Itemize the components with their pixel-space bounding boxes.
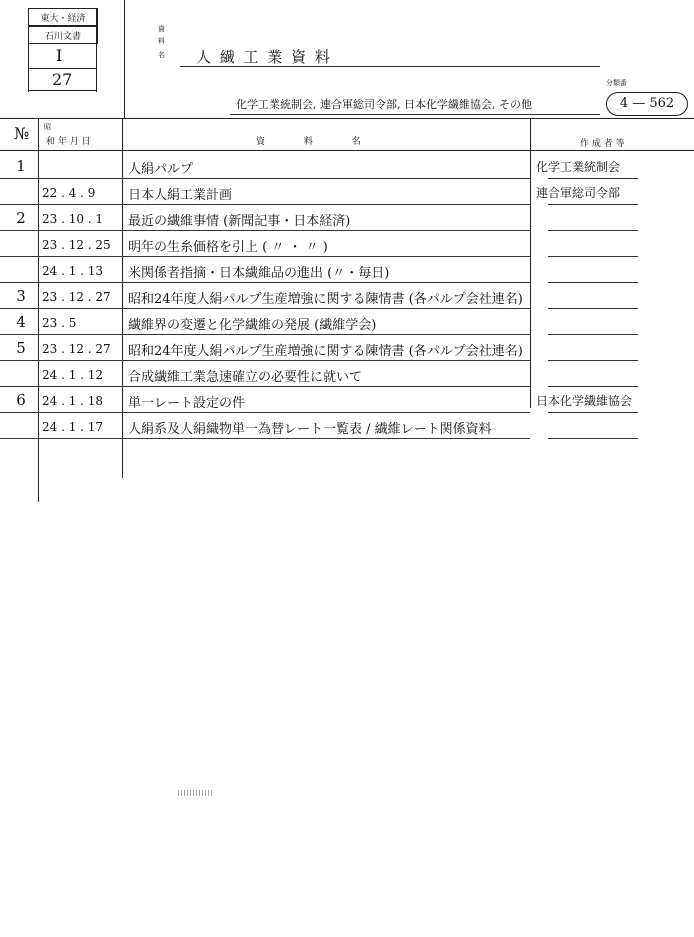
row-number: 3 [16, 287, 26, 305]
table-row [0, 258, 694, 284]
archive-label-1: 東大・経済 [28, 8, 98, 26]
header-label-bottom: 名 [158, 51, 165, 59]
row-author: 日本化学繊維協会 [536, 394, 633, 408]
row-date: 24 . 1 . 12 [42, 368, 104, 382]
row-title: 明年の生糸価格を引上 ( 〃 ・ 〃 ) [128, 240, 328, 255]
row-rule [0, 438, 530, 439]
row-rule [0, 204, 530, 205]
row-date: 23 . 10 . 1 [42, 212, 104, 226]
class-number: 4 — 562 [606, 92, 688, 116]
row-number: 5 [16, 339, 26, 357]
row-rule-author [548, 412, 638, 413]
col-title-header: 資 料 名 [256, 137, 379, 147]
table-row [0, 310, 694, 336]
row-rule-author [548, 230, 638, 231]
row-rule-author [548, 360, 638, 361]
row-rule-author [548, 386, 638, 387]
row-title: 米関係者指摘・日本繊維品の進出 (〃・毎日) [128, 266, 390, 281]
row-rule-author [548, 334, 638, 335]
row-title: 合成繊維工業急速確立の必要性に就いて [128, 370, 363, 385]
document-title: 人 繊 工 業 資 料 [196, 48, 332, 66]
row-title: 繊維界の変遷と化学繊維の発展 (繊維学会) [128, 318, 377, 333]
table-row [0, 206, 694, 232]
row-rule [0, 230, 530, 231]
col-era-header: 昭 [44, 123, 51, 131]
header-label-top: 資 [158, 25, 165, 33]
row-date: 23 . 12 . 25 [42, 238, 111, 252]
row-date: 24 . 1 . 13 [42, 264, 104, 278]
row-rule [0, 308, 530, 309]
row-date: 22 . 4 . 9 [42, 186, 96, 200]
archive-label-2: 石川文書 [28, 26, 98, 44]
row-rule-author [548, 438, 638, 439]
table-row [0, 362, 694, 388]
table-row [0, 336, 694, 362]
table-row [0, 388, 694, 414]
table-row [0, 232, 694, 258]
row-rule-author [548, 204, 638, 205]
row-date: 23 . 5 [42, 316, 77, 330]
row-rule-author [548, 256, 638, 257]
row-rule [0, 360, 530, 361]
row-rule-author [548, 178, 638, 179]
row-rule [0, 256, 530, 257]
table-row [0, 180, 694, 206]
table-row [0, 414, 694, 440]
row-author: 化学工業統制会 [536, 160, 621, 174]
row-title: 昭和24年度人絹パルプ生産増強に関する陳情書 (各パルプ会社連名) [128, 344, 523, 359]
table-row [0, 154, 694, 180]
row-number: 6 [16, 391, 26, 409]
row-title: 人絹系及人絹織物単一為替レート一覧表 / 繊維レート関係資料 [128, 422, 492, 437]
row-title: 最近の繊維事情 (新聞記事・日本経済) [128, 214, 351, 229]
row-rule [0, 282, 530, 283]
row-title: 単一レート設定の件 [128, 396, 246, 411]
row-rule [0, 386, 530, 387]
row-rule [0, 412, 530, 413]
row-rule-author [548, 282, 638, 283]
row-rule [0, 334, 530, 335]
col-date-header: 和 年 月 日 [46, 137, 91, 147]
col-author-header: 作 成 者 等 [580, 139, 625, 149]
row-date: 23 . 12 . 27 [42, 342, 111, 356]
table-row [0, 284, 694, 310]
row-number: 2 [16, 209, 26, 227]
row-author: 連合軍総司令部 [536, 186, 621, 200]
sources-line: 化学工業統制会, 連合軍総司令部, 日本化学繊維協会, その他 [236, 98, 532, 111]
row-title: 人絹パルプ [128, 162, 194, 177]
row-date: 24 . 1 . 17 [42, 420, 104, 434]
row-rule [0, 178, 530, 179]
row-title: 日本人絹工業計画 [128, 188, 233, 203]
archive-roman: I [56, 46, 63, 65]
header-label-mid: 料 [158, 37, 165, 45]
row-date: 23 . 12 . 27 [42, 290, 111, 304]
row-date: 24 . 1 . 18 [42, 394, 104, 408]
scan-speck [178, 790, 212, 796]
col-num-header: № [14, 124, 30, 143]
class-label: 分類番 [606, 79, 627, 87]
archive-number: 27 [52, 70, 73, 89]
row-rule-author [548, 308, 638, 309]
row-title: 昭和24年度人絹パルプ生産増強に関する陳情書 (各パルプ会社連名) [128, 292, 523, 307]
row-number: 1 [16, 157, 26, 175]
row-number: 4 [16, 313, 26, 331]
